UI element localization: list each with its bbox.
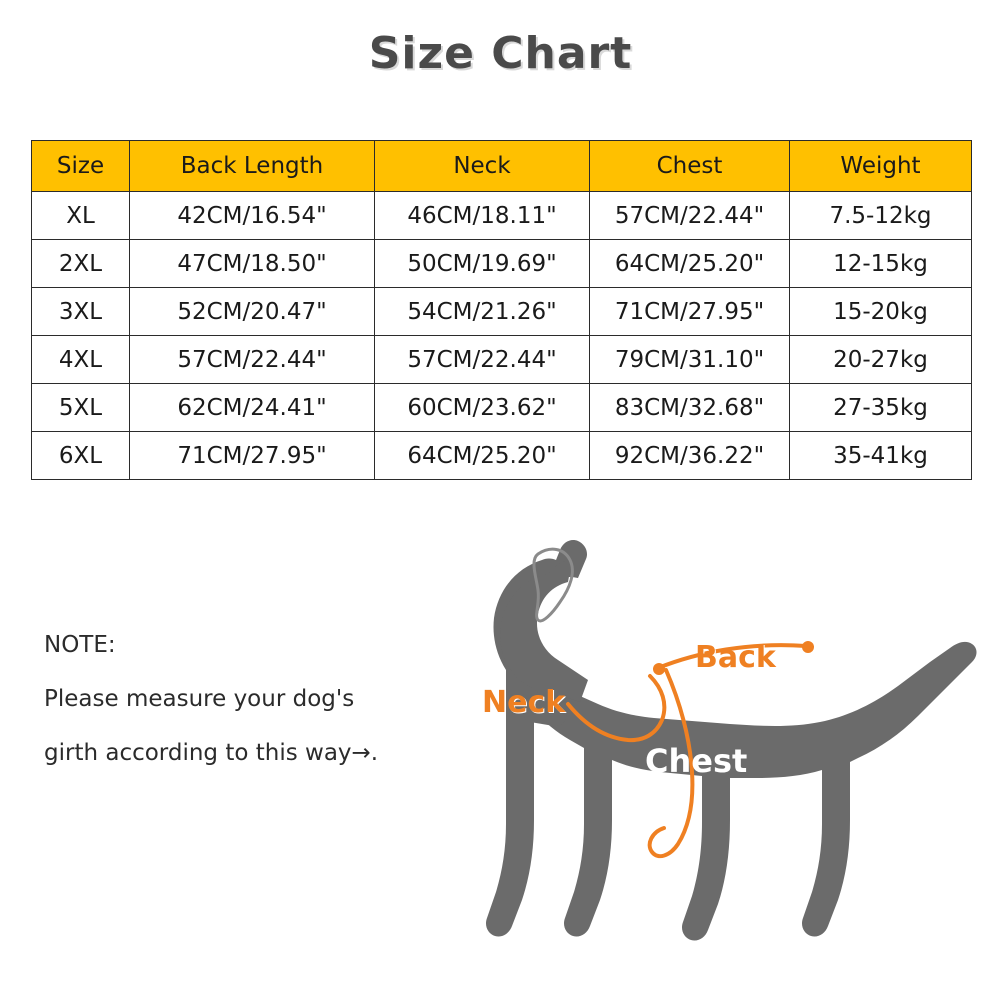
- cell-back-length: 71CM/27.95": [130, 432, 375, 480]
- note-line-2: girth according to this way→.: [44, 740, 379, 766]
- cell-chest: 57CM/22.44": [590, 192, 790, 240]
- dog-measurement-illustration: [430, 520, 990, 990]
- cell-back-length: 52CM/20.47": [130, 288, 375, 336]
- note-block: [44, 618, 444, 780]
- cell-weight: 7.5-12kg: [790, 192, 972, 240]
- table-body: [32, 192, 972, 480]
- cell-size: 6XL: [32, 432, 130, 480]
- note-heading: NOTE:: [44, 632, 116, 658]
- table-row: [32, 336, 972, 384]
- label-chest: Chest: [645, 742, 748, 780]
- cell-chest: 79CM/31.10": [590, 336, 790, 384]
- cell-size: 3XL: [32, 288, 130, 336]
- cell-weight: 20-27kg: [790, 336, 972, 384]
- cell-chest: 71CM/27.95": [590, 288, 790, 336]
- cell-back-length: 57CM/22.44": [130, 336, 375, 384]
- cell-weight: 27-35kg: [790, 384, 972, 432]
- column-header-chest: Chest: [590, 141, 790, 192]
- cell-back-length: 42CM/16.54": [130, 192, 375, 240]
- label-back: Back: [695, 640, 776, 675]
- column-header-weight: Weight: [790, 141, 972, 192]
- cell-chest: 64CM/25.20": [590, 240, 790, 288]
- size-table: [31, 140, 972, 480]
- back-endpoint-dot: [802, 641, 814, 653]
- table-row: [32, 288, 972, 336]
- table-row: [32, 192, 972, 240]
- column-header-back-length: Back Length: [130, 141, 375, 192]
- label-neck: Neck: [482, 685, 566, 720]
- cell-size: 5XL: [32, 384, 130, 432]
- table-header: [32, 141, 972, 192]
- table-row: [32, 432, 972, 480]
- cell-back-length: 62CM/24.41": [130, 384, 375, 432]
- cell-size: 4XL: [32, 336, 130, 384]
- cell-chest: 92CM/36.22": [590, 432, 790, 480]
- table-row: [32, 240, 972, 288]
- cell-neck: 50CM/19.69": [375, 240, 590, 288]
- table-row: [32, 384, 972, 432]
- cell-neck: 64CM/25.20": [375, 432, 590, 480]
- column-header-neck: Neck: [375, 141, 590, 192]
- cell-chest: 83CM/32.68": [590, 384, 790, 432]
- back-start-dot: [653, 663, 665, 675]
- size-table-container: [31, 140, 971, 480]
- note-line-1: Please measure your dog's: [44, 686, 355, 712]
- cell-weight: 12-15kg: [790, 240, 972, 288]
- cell-weight: 15-20kg: [790, 288, 972, 336]
- cell-back-length: 47CM/18.50": [130, 240, 375, 288]
- column-header-size: Size: [32, 141, 130, 192]
- cell-neck: 60CM/23.62": [375, 384, 590, 432]
- table-header-row: [32, 141, 972, 192]
- cell-size: XL: [32, 192, 130, 240]
- cell-weight: 35-41kg: [790, 432, 972, 480]
- cell-neck: 46CM/18.11": [375, 192, 590, 240]
- cell-neck: 57CM/22.44": [375, 336, 590, 384]
- cell-neck: 54CM/21.26": [375, 288, 590, 336]
- page-title: Size Chart: [368, 28, 633, 79]
- cell-size: 2XL: [32, 240, 130, 288]
